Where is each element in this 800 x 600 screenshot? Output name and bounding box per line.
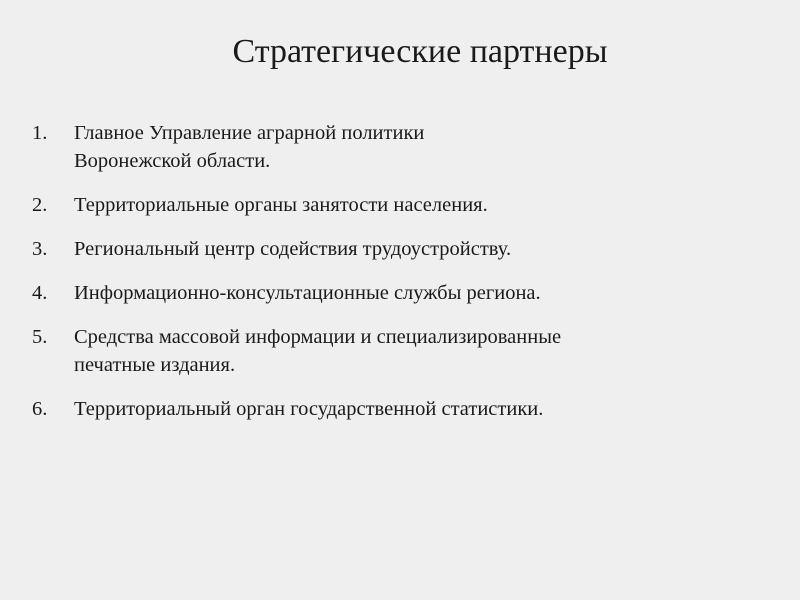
list-number: 1. [32, 122, 48, 144]
list-text-line: Региональный центр содействия трудоустройству. [74, 238, 512, 260]
list-number: 5. [32, 326, 48, 348]
list-text [74, 235, 772, 263]
list-number: 6. [32, 398, 48, 420]
list-item [32, 191, 772, 219]
list-text-line: Территориальные органы занятости населения. [74, 194, 488, 216]
list-text [74, 323, 772, 379]
partners-list [32, 119, 772, 439]
list-number: 2. [32, 194, 48, 216]
list-item [32, 235, 772, 263]
list-text [74, 119, 772, 175]
list-item [32, 119, 772, 175]
slide-title: Стратегические партнеры [232, 33, 608, 70]
list-item [32, 395, 772, 423]
list-item [32, 323, 772, 379]
list-text-line: Территориальный орган государственной статистики. [74, 398, 544, 420]
list-item [32, 279, 772, 307]
list-text-line: печатные издания. [74, 354, 236, 376]
list-text-line: Информационно-консультационные службы региона. [74, 282, 541, 304]
list-text [74, 191, 772, 219]
list-number: 3. [32, 238, 48, 260]
list-number: 4. [32, 282, 48, 304]
list-text-line: Воронежской области. [74, 150, 271, 172]
list-text [74, 279, 772, 307]
list-text-line: Главное Управление аграрной политики [74, 122, 425, 144]
list-text [74, 395, 772, 423]
list-text-line: Средства массовой информации и специализированные [74, 326, 562, 348]
